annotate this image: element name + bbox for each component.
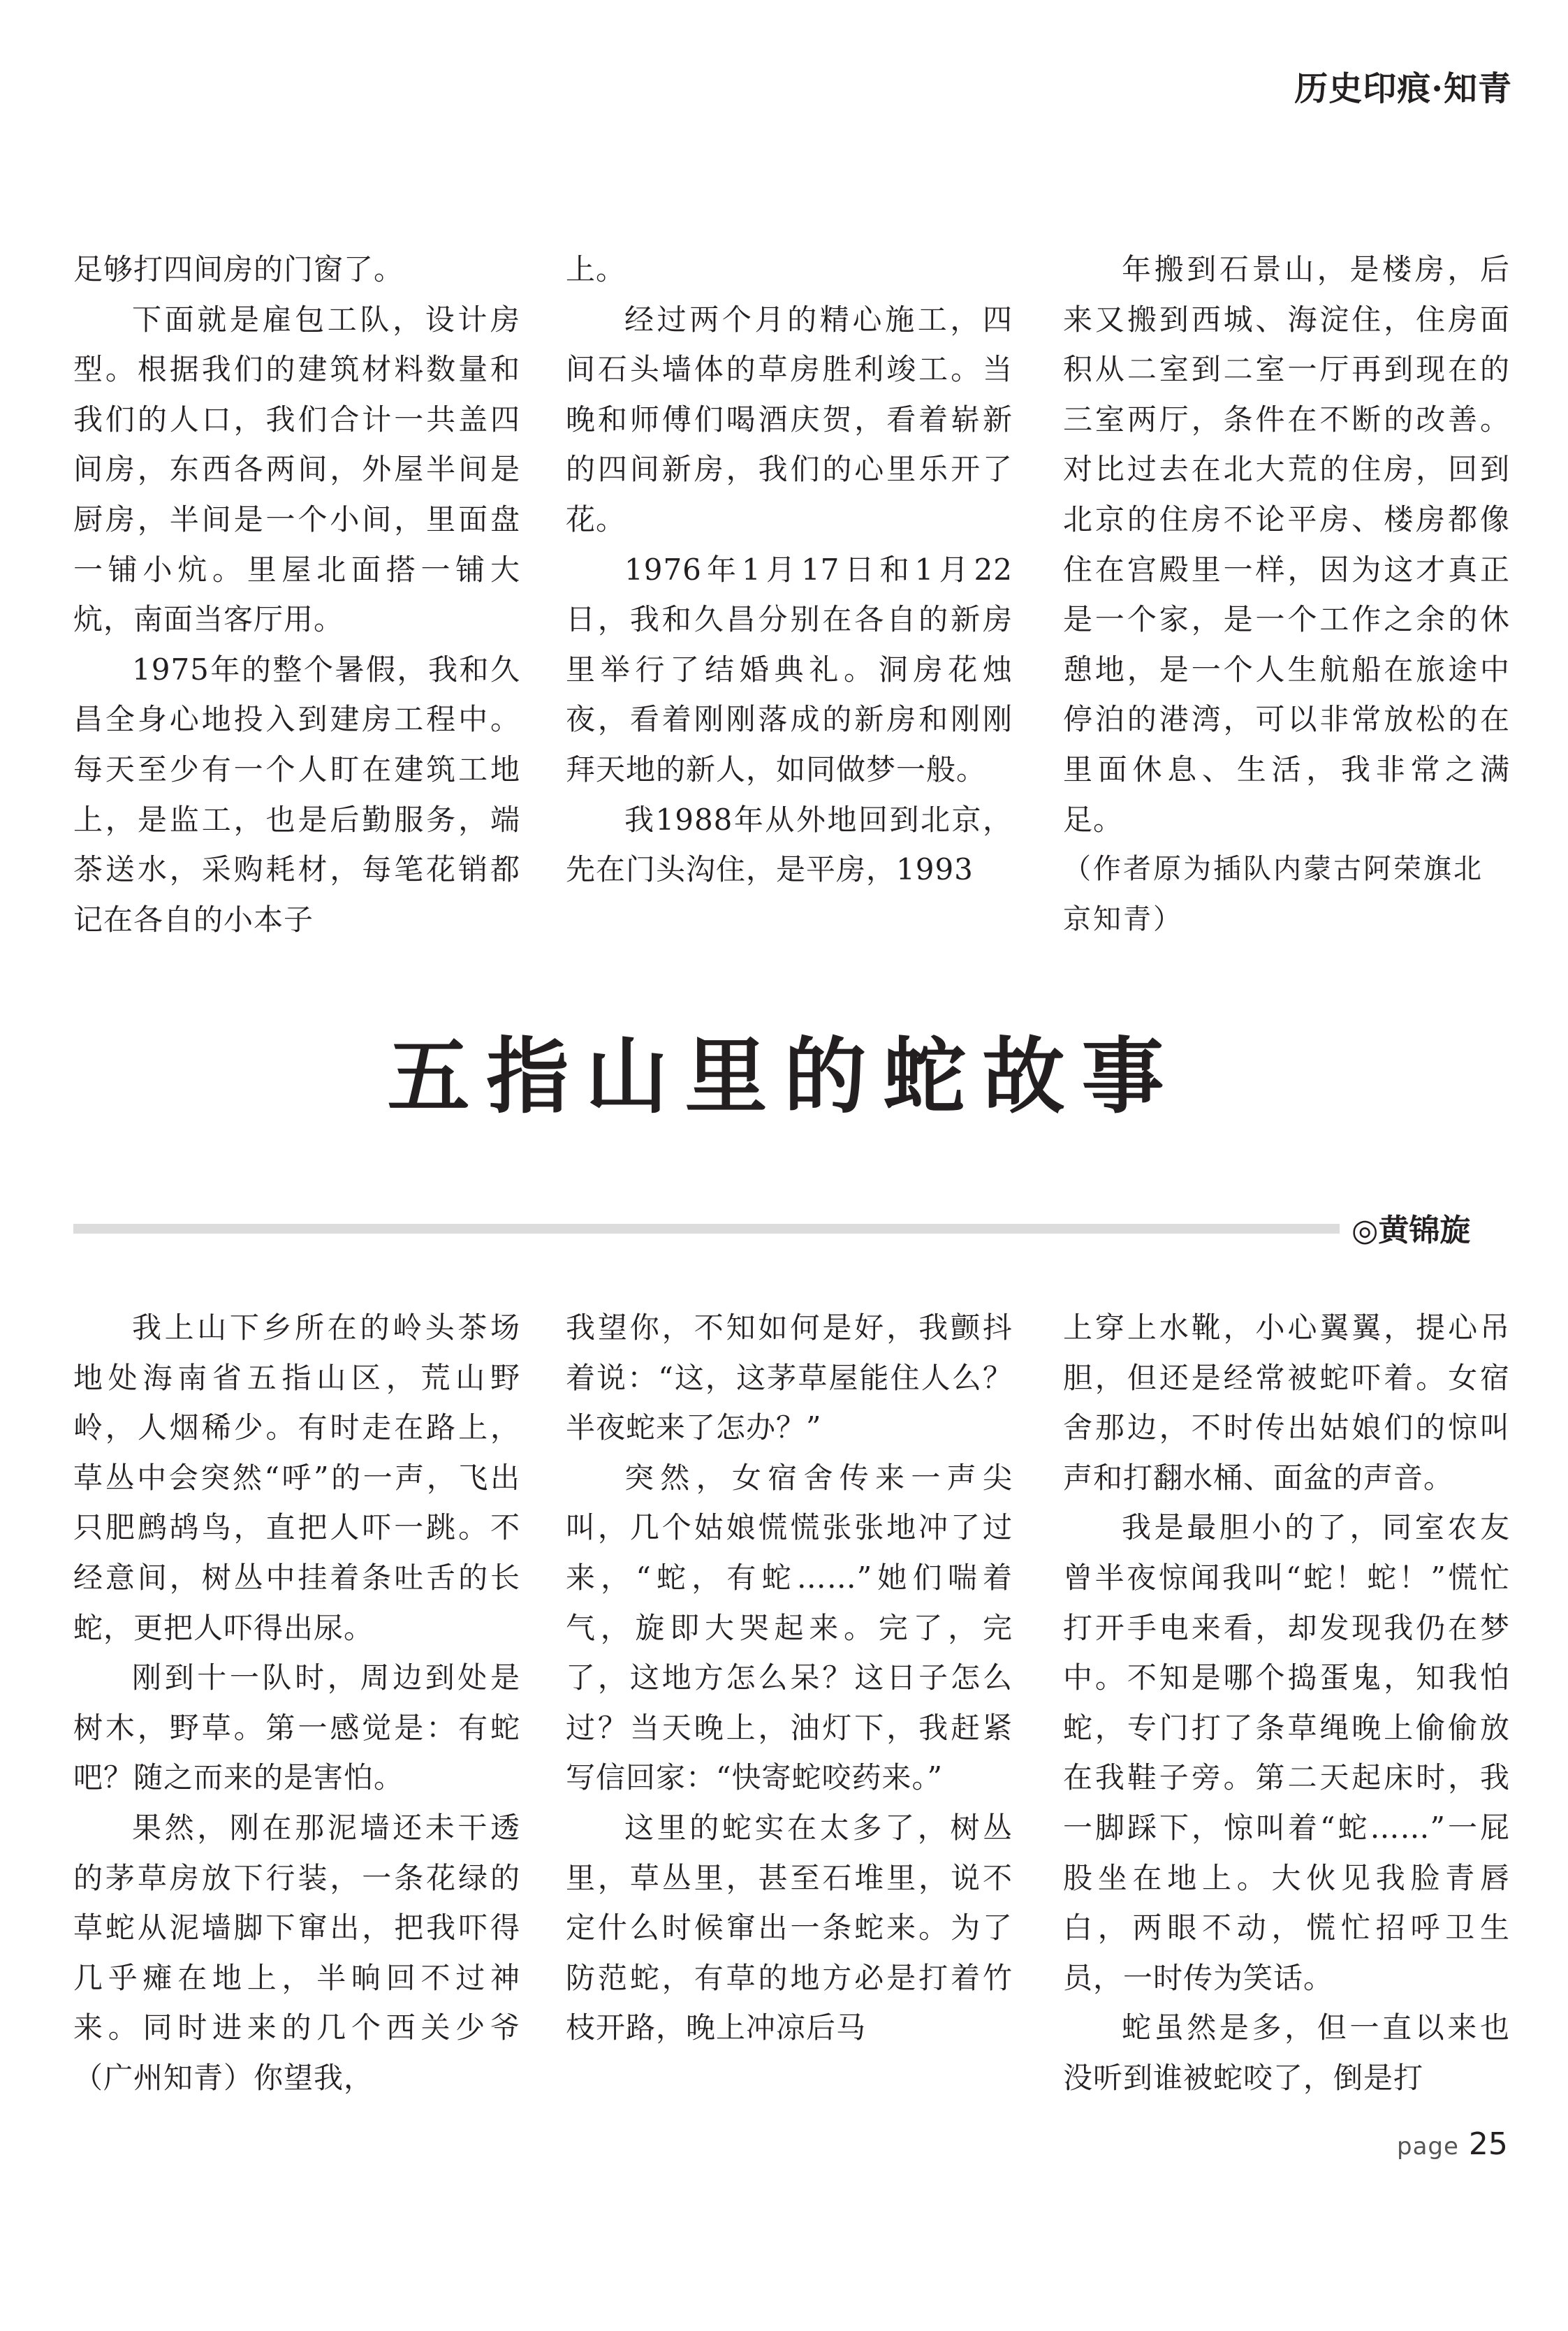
paragraph: 果然，刚在那泥墙还未干透的茅草房放下行装，一条花绿的草蛇从泥墙脚下窜出，把我吓得几乎瘫在地上，半晌回不过神来。同时进来的几个西关少爷（广州知青）你望我， xyxy=(73,1810,520,2095)
paragraph: 下面就是雇包工队，设计房型。根据我们的建筑材料数量和我们的人口，我们合计一共盖四间房，东西各两间，外屋半间是厨房，半间是一个小间，里面盘一铺小炕。里屋北面搭一铺大炕，南面当客厅用。 xyxy=(73,302,520,637)
paragraph: 突然，女宿舍传来一声尖叫，几个姑娘慌慌张张地冲了过来，“蛇，有蛇……”她们喘着气，旋即大哭起来。完了，完了，这地方怎么呆？这日子怎么过？当天晚上，油灯下，我赶紧写信回家：“快寄蛇咬药来。” xyxy=(566,1460,1013,1795)
paragraph: 我望你，不知如何是好，我颤抖着说：“这，这茅草屋能住人么？半夜蛇来了怎办？” xyxy=(566,1310,1013,1445)
author-byline: ◎黄锦旋 xyxy=(1351,1213,1471,1248)
title-divider xyxy=(73,1224,1340,1234)
article-column-3 xyxy=(1063,1303,1510,2103)
paragraph: 经过两个月的精心施工，四间石头墙体的草房胜利竣工。当晚和师傅们喝酒庆贺，看着崭新的四间新房，我们的心里乐开了花。 xyxy=(566,302,1013,536)
paragraph: 1975年的整个暑假，我和久昌全身心地投入到建房工程中。每天至少有一个人盯在建筑工地上，是监工，也是后勤服务，端茶送水，采购耗材，每笔花销都记在各自的小本子 xyxy=(73,652,520,937)
paragraph: 上穿上水靴，小心翼翼，提心吊胆，但还是经常被蛇吓着。女宿舍那边，不时传出姑娘们的惊叫声和打翻水桶、面盆的声音。 xyxy=(1063,1310,1510,1495)
paragraph: 上。 xyxy=(566,252,627,286)
previous-article-column-3 xyxy=(1063,244,1510,944)
paragraph: 我是最胆小的了，同室农友曾半夜惊闻我叫“蛇！蛇！”慌忙打开手电来看，却发现我仍在梦中。不知是哪个捣蛋鬼，知我怕蛇，专门打了条草绳晚上偷偷放在我鞋子旁。第二天起床时，我一脚踩下，惊叫着“蛇……”一屁股坐在地上。大伙见我脸青唇白，两眼不动，慌忙招呼卫生员，一时传为笑话。 xyxy=(1063,1510,1510,1995)
page-number: 25 xyxy=(1468,2126,1508,2162)
paragraph: 刚到十一队时，周边到处是树木，野草。第一感觉是：有蛇吧？随之而来的是害怕。 xyxy=(73,1660,520,1795)
page-footer xyxy=(1397,2126,1508,2162)
paragraph: 这里的蛇实在太多了，树丛里，草丛里，甚至石堆里，说不定什么时候窜出一条蛇来。为了防范蛇，有草的地方必是打着竹枝开路，晚上冲凉后马 xyxy=(566,1810,1013,2045)
article-title: 五指山里的蛇故事 xyxy=(387,1028,1181,1125)
article-column-1 xyxy=(73,1303,520,2103)
previous-article-column-2 xyxy=(566,244,1013,895)
paragraph: 年搬到石景山，是楼房，后来又搬到西城、海淀住，住房面积从二室到二室一厅再到现在的三室两厅，条件在不断的改善。对比过去在北大荒的住房，回到北京的住房不论平房、楼房都像住在宫殿里一样，因为这才真正是一个家，是一个工作之余的休憩地，是一个人生航船在旅途中停泊的港湾，可以非常放松的在里面休息、生活，我非常之满足。 xyxy=(1063,252,1510,837)
page-word: page xyxy=(1397,2133,1459,2161)
paragraph: 1976年1月17日和1月22日，我和久昌分别在各自的新房里举行了结婚典礼。洞房花烛夜，看着刚刚落成的新房和刚刚拜天地的新人，如同做梦一般。 xyxy=(566,552,1013,787)
previous-article-column-1 xyxy=(73,244,520,944)
paragraph: 足够打四间房的门窗了。 xyxy=(73,252,404,286)
paragraph: 我1988年从外地回到北京，先在门头沟住，是平房，1993 xyxy=(566,802,1013,887)
author-note: （作者原为插队内蒙古阿荣旗北京知青） xyxy=(1063,853,1483,935)
paragraph: 蛇虽然是多，但一直以来也没听到谁被蛇咬了，倒是打 xyxy=(1063,2010,1510,2095)
paragraph: 我上山下乡所在的岭头茶场地处海南省五指山区，荒山野岭，人烟稀少。有时走在路上，草丛中会突然“呼”的一声，飞出只肥鹧鸪鸟，直把人吓一跳。不经意间，树丛中挂着条吐舌的长蛇，更把人吓得出尿。 xyxy=(73,1310,520,1645)
article-column-2 xyxy=(566,1303,1013,2053)
section-header: 历史印痕·知青 xyxy=(1294,69,1512,108)
